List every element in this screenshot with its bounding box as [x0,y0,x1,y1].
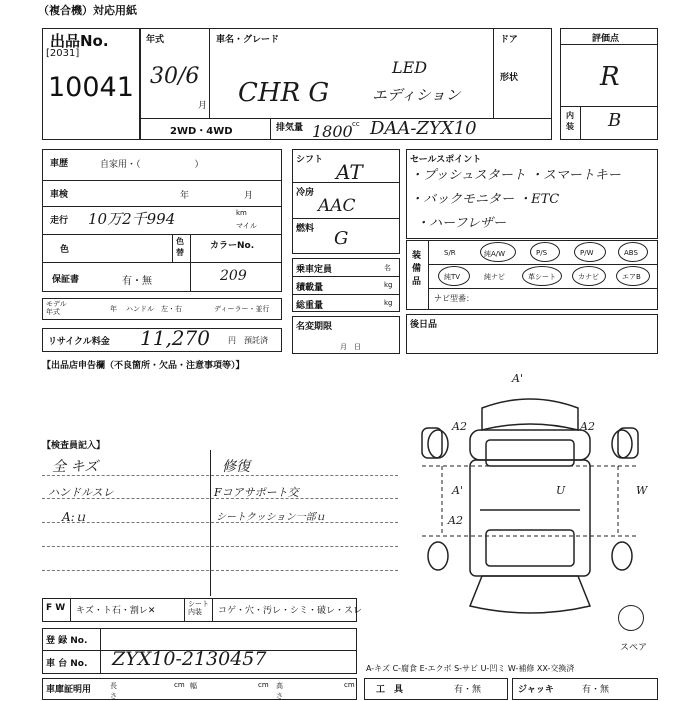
inspector-right-1: 修復 [222,459,250,475]
inspector-left-2: ハンドルスレ [48,486,114,499]
ac-label: 冷房 [296,188,315,198]
color-change-label: 色替 [176,237,184,257]
history-value: 自家用・（ ） [100,160,204,170]
damage-legend: A-キズ C-腐食 E-エクボ S-サビ U-凹ミ W-補修 XX-交換済 [366,664,575,673]
shift-label: シフト [296,155,324,165]
circle-aw [480,242,516,262]
diagram-mark-1: A' [512,372,523,385]
diagram-mark-2: A2 [452,420,467,433]
edition-value: エディション [372,86,461,104]
spare-label: スペア [620,643,648,653]
length-label: 長さ [110,682,117,700]
notice-label: 【出品店申告欄（不良箇所・欠品・注意事項等）】 [42,361,245,371]
shaken-year: 年 [180,191,190,201]
model-year-label: モデル年式 [46,300,67,316]
circle-tv [438,266,470,286]
spare-tire-icon [618,605,644,631]
inspector-right-2: Fコアサポート交 [214,486,299,499]
diagram-mark-5: U [556,484,566,497]
shaken-label: 車検 [50,190,69,200]
cc-unit: cc [352,120,360,128]
equip-abs: ABS [624,249,638,257]
cm-3: cm [344,681,355,689]
led-value: LED [392,58,428,77]
cc-value: 1800 [312,122,353,141]
tools-label: 工 具 [376,685,404,695]
chassis-label: 車 台 No. [46,659,88,669]
interior-label: 内装 [566,111,574,131]
dealer-label: ディーラー・並行 [214,305,270,313]
chassis-value: ZYX10-2130457 [112,648,267,670]
inspector-left-1: 全 キズ [52,459,99,475]
width-label: 幅 [190,682,197,690]
selling-line-2: ・バックモニター ・ETC [410,192,560,207]
equip-aw: 純A/W [484,250,506,258]
selling-line-3: ・ハーフレザー [416,216,506,231]
fuel-label: 燃料 [296,224,315,234]
load-unit: kg [384,281,393,289]
diagram-mark-3: A2 [580,420,595,433]
equip-navi: 純ナビ [484,273,505,281]
navi-model-label: ナビ型番： [434,294,474,303]
year-value: 30/6 [150,64,200,89]
gross-label: 総重量 [296,301,324,311]
lot-number: 10041 [48,72,134,103]
model-value: CHR G [238,78,330,108]
equip-tv: 純TV [444,273,461,281]
equip-airbag: エアB [622,273,641,281]
mileage-label: 走行 [50,216,69,226]
score-value: R [600,62,620,92]
recycle-label: リサイクル料金 [48,337,110,347]
drive-label: 2WD・4WD [170,126,233,137]
capacity-label: 乗車定員 [296,265,333,275]
km-label: km [236,209,247,217]
gross-unit: kg [384,299,393,307]
rear-items-label: 後日品 [410,320,438,330]
rear-items-block [406,314,658,354]
ac-value: AAC [318,196,356,216]
inspector-right-3: シートクッション一部ｕ [216,512,326,523]
color-no-value: 209 [220,268,247,284]
name-change-suffix: 月 日 [340,343,361,351]
equipment-label: 装備品 [412,251,422,287]
month-suffix: 月 [198,101,208,111]
circle-pw [574,242,606,262]
equip-sr: S/R [444,249,456,257]
selling-line-1: ・プッシュスタート ・スマートキー [410,168,621,183]
recycle-value: 11,270 [140,326,210,350]
color-no-label: カラーNo. [210,241,255,251]
mileage-value: 10万2千994 [88,210,176,228]
equip-canavi: カナビ [578,273,599,281]
diagram-mark-7: W [636,484,648,497]
inspector-left-3: A:ｕ [62,510,87,524]
circle-canavi [572,266,606,286]
equip-pw: P/W [580,249,594,257]
shaken-month: 月 [244,191,254,201]
lot-number-label: 出品No. [50,32,109,50]
jack-value: 有・無 [582,685,610,695]
fw-label: F W [46,603,66,613]
chassis-code: DAA-ZYX10 [370,118,477,139]
shape-label: 形状 [500,73,519,83]
mile-label: マイル [236,222,257,230]
diagram-mark-6: A2 [448,514,463,527]
circle-airbag [616,266,650,286]
cc-label: 排気量 [276,123,304,133]
name-change-label: 名変期限 [296,322,333,332]
cm-2: cm [258,681,269,689]
cm-1: cm [174,681,185,689]
door-label: ドア [500,35,518,45]
selling-points-label: セールスポイント [410,155,482,165]
color-label: 色 [60,245,70,255]
diagram-mark-4: A' [452,484,463,497]
tools-value: 有・無 [454,685,482,695]
model-year-suffix: 年 [110,305,117,313]
warranty-label: 保証書 [52,275,80,285]
score-label: 評価点 [592,34,620,44]
warranty-value: 有・無 [122,276,152,287]
fw-items: キズ・ト石・割レ✕ [76,606,156,616]
height-label: 高さ [276,682,283,700]
circle-ps [530,242,560,262]
interior-value: B [608,110,622,131]
form-title: （複合機）対応用紙 [38,4,137,17]
history-label: 車歴 [50,159,69,169]
load-label: 積載量 [296,283,324,293]
fuel-value: G [334,228,349,249]
jack-label: ジャッキ [518,685,554,695]
inspector-label: 【検査員記入】 [42,441,106,451]
model-label: 車名・グレード [216,35,280,45]
recycle-unit: 円 預託済 [228,336,268,345]
circle-abs [618,242,648,262]
lot-small-code: [2031] [46,48,80,59]
car-damage-diagram [400,370,660,620]
handle-label: ハンドル 左・右 [126,305,182,313]
equip-leather: 革シート [528,273,556,281]
shift-value: AT [336,160,363,184]
circle-leather [522,266,562,286]
depot-label: 車庫証明用 [46,685,92,695]
capacity-unit: 名 [384,264,391,272]
year-label: 年式 [146,35,165,45]
registration-label: 登 録 No. [46,636,88,646]
seat-items: コゲ・穴・汚レ・シミ・破レ・スレ [218,606,363,616]
equip-ps: P/S [536,249,548,257]
seat-label: シート内装 [188,600,209,616]
